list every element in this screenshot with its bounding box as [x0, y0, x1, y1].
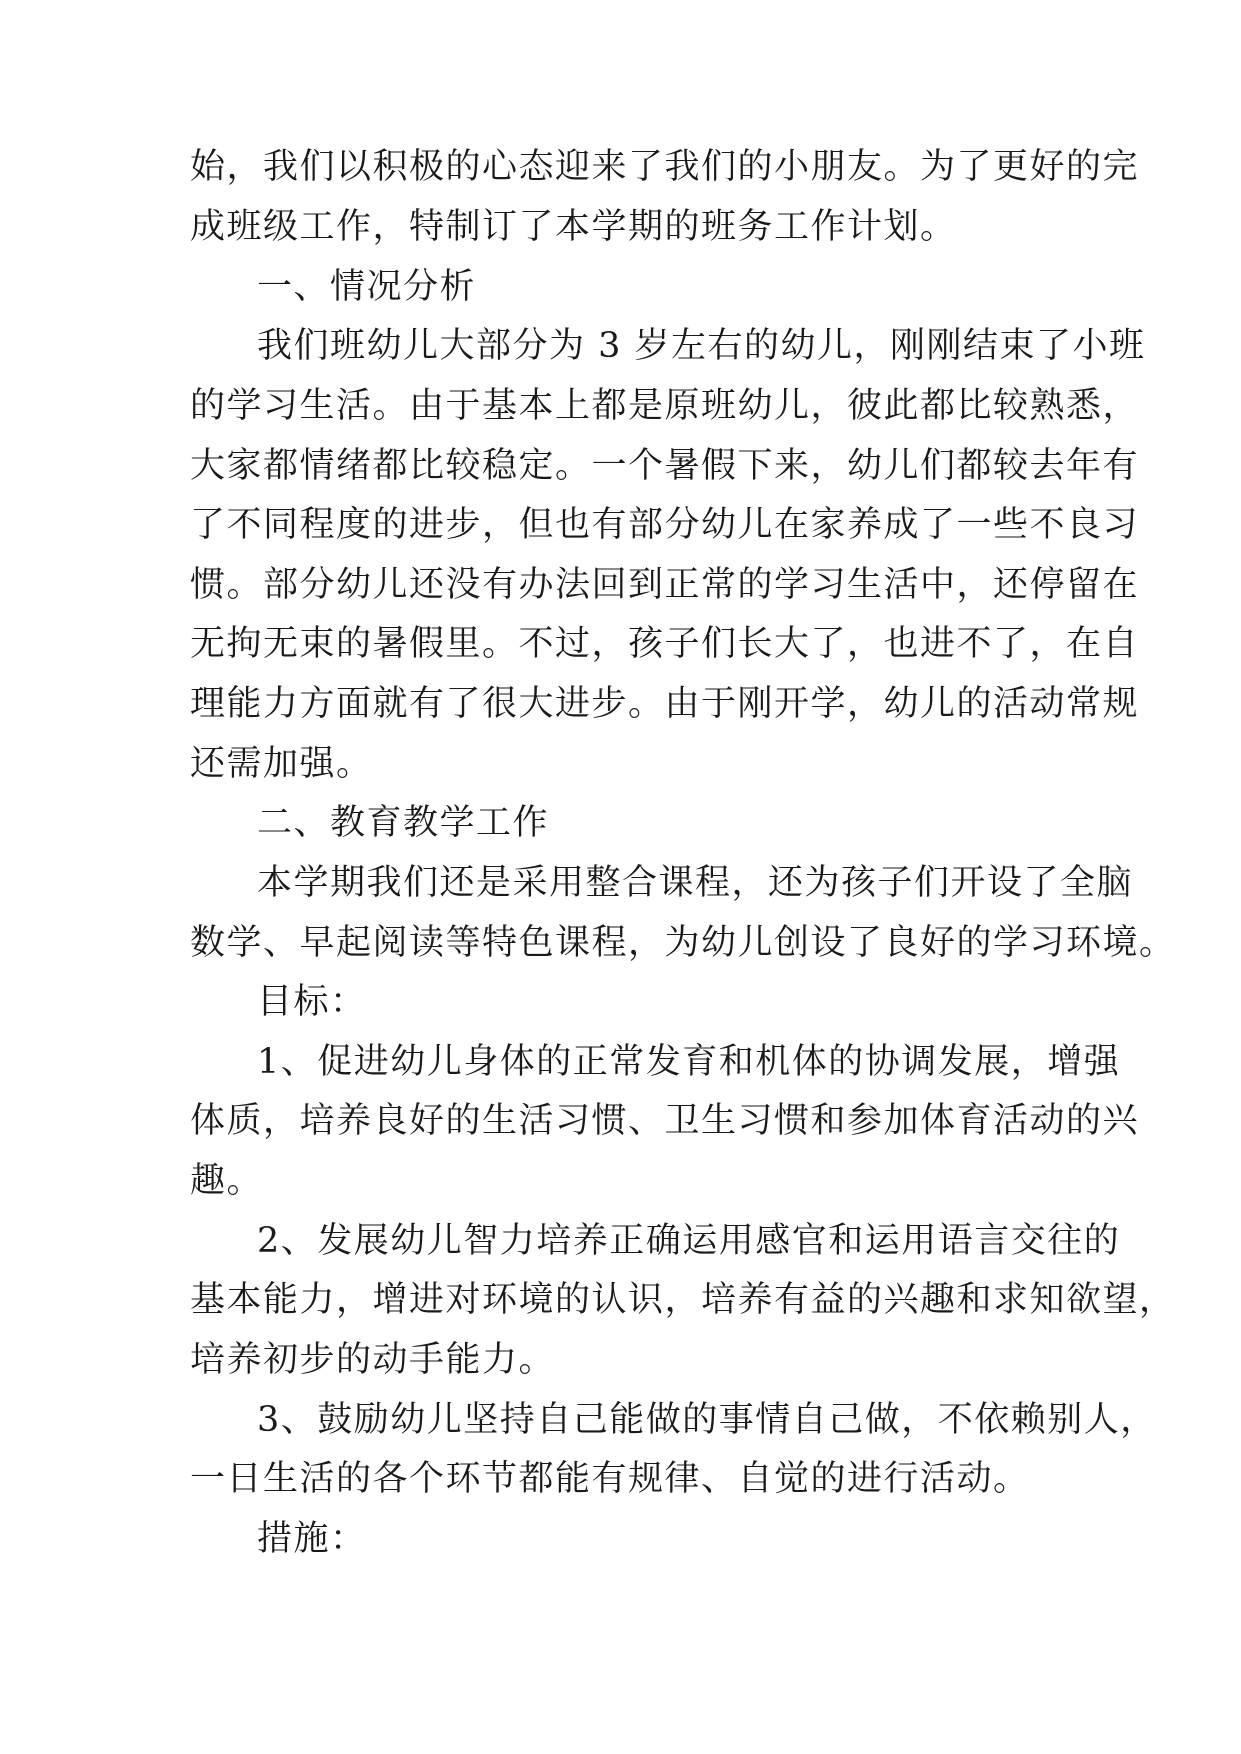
text-line: 始，我们以积极的心态迎来了我们的小朋友。为了更好的完	[190, 147, 1140, 187]
text-line: 趣。	[190, 1161, 264, 1201]
text-line: 大家都情绪都比较稳定。一个暑假下来，幼儿们都较去年有	[190, 446, 1140, 486]
text-line: 我们班幼儿大部分为 3 岁左右的幼儿，刚刚结束了小班	[257, 326, 1146, 366]
subheading: 措施：	[257, 1519, 367, 1559]
text-line: 一日生活的各个环节都能有规律、自觉的进行活动。	[190, 1459, 1030, 1499]
text-line: 1、促进幼儿身体的正常发育和机体的协调发展，增强	[257, 1042, 1121, 1082]
text-line: 了不同程度的进步，但也有部分幼儿在家养成了一些不良习	[190, 505, 1140, 545]
text-line: 惯。部分幼儿还没有办法回到正常的学习生活中，还停留在	[190, 565, 1140, 605]
text-line: 基本能力，增进对环境的认识，培养有益的兴趣和求知欲望，	[190, 1280, 1176, 1320]
text-line: 理能力方面就有了很大进步。由于刚开学，幼儿的活动常规	[190, 684, 1140, 724]
section-heading: 二、教育教学工作	[257, 803, 550, 843]
text-line: 成班级工作，特制订了本学期的班务工作计划。	[190, 207, 957, 247]
subheading: 目标：	[257, 982, 367, 1022]
section-heading: 一、情况分析	[257, 267, 477, 307]
text-line: 还需加强。	[190, 744, 373, 784]
text-line: 的学习生活。由于基本上都是原班幼儿，彼此都比较熟悉，	[190, 386, 1140, 426]
text-line: 无拘无束的暑假里。不过，孩子们长大了，也进不了，在自	[190, 624, 1140, 664]
text-line: 体质，培养良好的生活习惯、卫生习惯和参加体育活动的兴	[190, 1101, 1140, 1141]
text-line: 本学期我们还是采用整合课程，还为孩子们开设了全脑	[257, 863, 1134, 903]
text-line: 3、鼓励幼儿坚持自己能做的事情自己做，不依赖别人，	[257, 1400, 1157, 1440]
text-line: 数学、早起阅读等特色课程，为幼儿创设了良好的学习环境。	[190, 923, 1176, 963]
text-line: 培养初步的动手能力。	[190, 1340, 556, 1380]
text-line: 2、发展幼儿智力培养正确运用感官和运用语言交往的	[257, 1221, 1121, 1261]
